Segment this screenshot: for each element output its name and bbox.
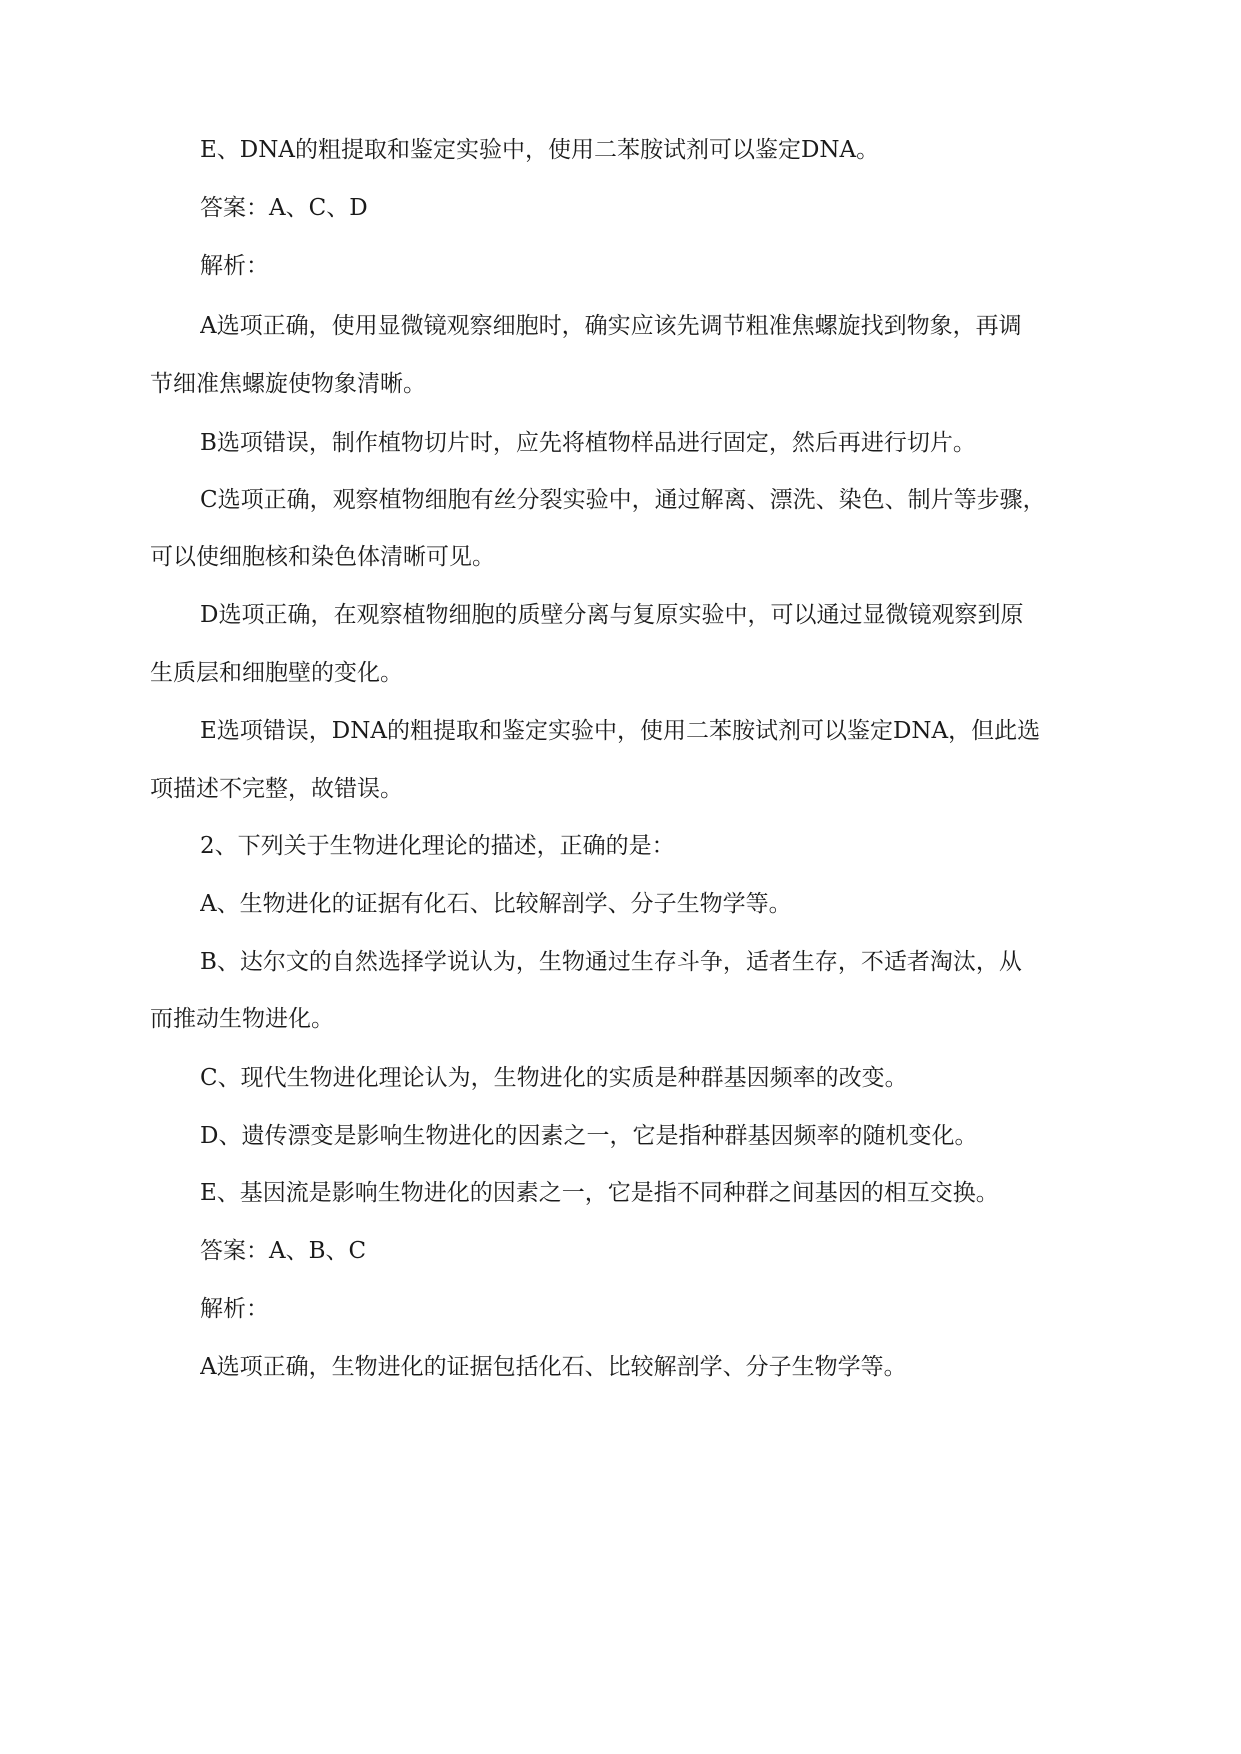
q2-option-c: C、现代生物进化理论认为，生物进化的实质是种群基因频率的改变。: [200, 1065, 908, 1091]
answer-text: 答案：A、C、D: [200, 195, 368, 221]
q2-analysis-heading: 解析：: [200, 1296, 269, 1322]
analysis-a-text: A选项正确，使用显微镜观察细胞时，确实应该先调节粗准焦螺旋找到物象，再调: [200, 313, 1022, 339]
analysis-d-text-cont: 生质层和细胞壁的变化。: [150, 660, 403, 686]
analysis-c-text-cont: 可以使细胞核和染色体清晰可见。: [150, 544, 495, 570]
q2-option-b: B、达尔文的自然选择学说认为，生物通过生存斗争，适者生存，不适者淘汰，从: [200, 949, 1022, 975]
q2-option-b-cont: 而推动生物进化。: [150, 1006, 334, 1032]
analysis-c-text: C选项正确，观察植物细胞有丝分裂实验中，通过解离、漂洗、染色、制片等步骤，: [200, 487, 1046, 513]
q2-option-a: A、生物进化的证据有化石、比较解剖学、分子生物学等。: [200, 891, 792, 917]
question-2-text: 2、下列关于生物进化理论的描述，正确的是：: [200, 833, 675, 859]
q2-option-e: E、基因流是影响生物进化的因素之一，它是指不同种群之间基因的相互交换。: [200, 1180, 999, 1206]
analysis-e-text-cont: 项描述不完整，故错误。: [150, 776, 403, 802]
analysis-b-text: B选项错误，制作植物切片时，应先将植物样品进行固定，然后再进行切片。: [200, 430, 976, 456]
analysis-e-text: E选项错误，DNA的粗提取和鉴定实验中，使用二苯胺试剂可以鉴定DNA，但此选: [200, 718, 1041, 744]
analysis-d-text: D选项正确，在观察植物细胞的质壁分离与复原实验中，可以通过显微镜观察到原: [200, 602, 1024, 628]
analysis-a-text-cont: 节细准焦螺旋使物象清晰。: [150, 371, 426, 397]
q2-answer-text: 答案：A、B、C: [200, 1238, 367, 1264]
analysis-heading: 解析：: [200, 253, 269, 279]
q2-option-d: D、遗传漂变是影响生物进化的因素之一，它是指种群基因频率的随机变化。: [200, 1123, 978, 1149]
q2-analysis-a-text: A选项正确，生物进化的证据包括化石、比较解剖学、分子生物学等。: [200, 1354, 907, 1380]
option-e-text: E、DNA的粗提取和鉴定实验中，使用二苯胺试剂可以鉴定DNA。: [200, 137, 880, 163]
